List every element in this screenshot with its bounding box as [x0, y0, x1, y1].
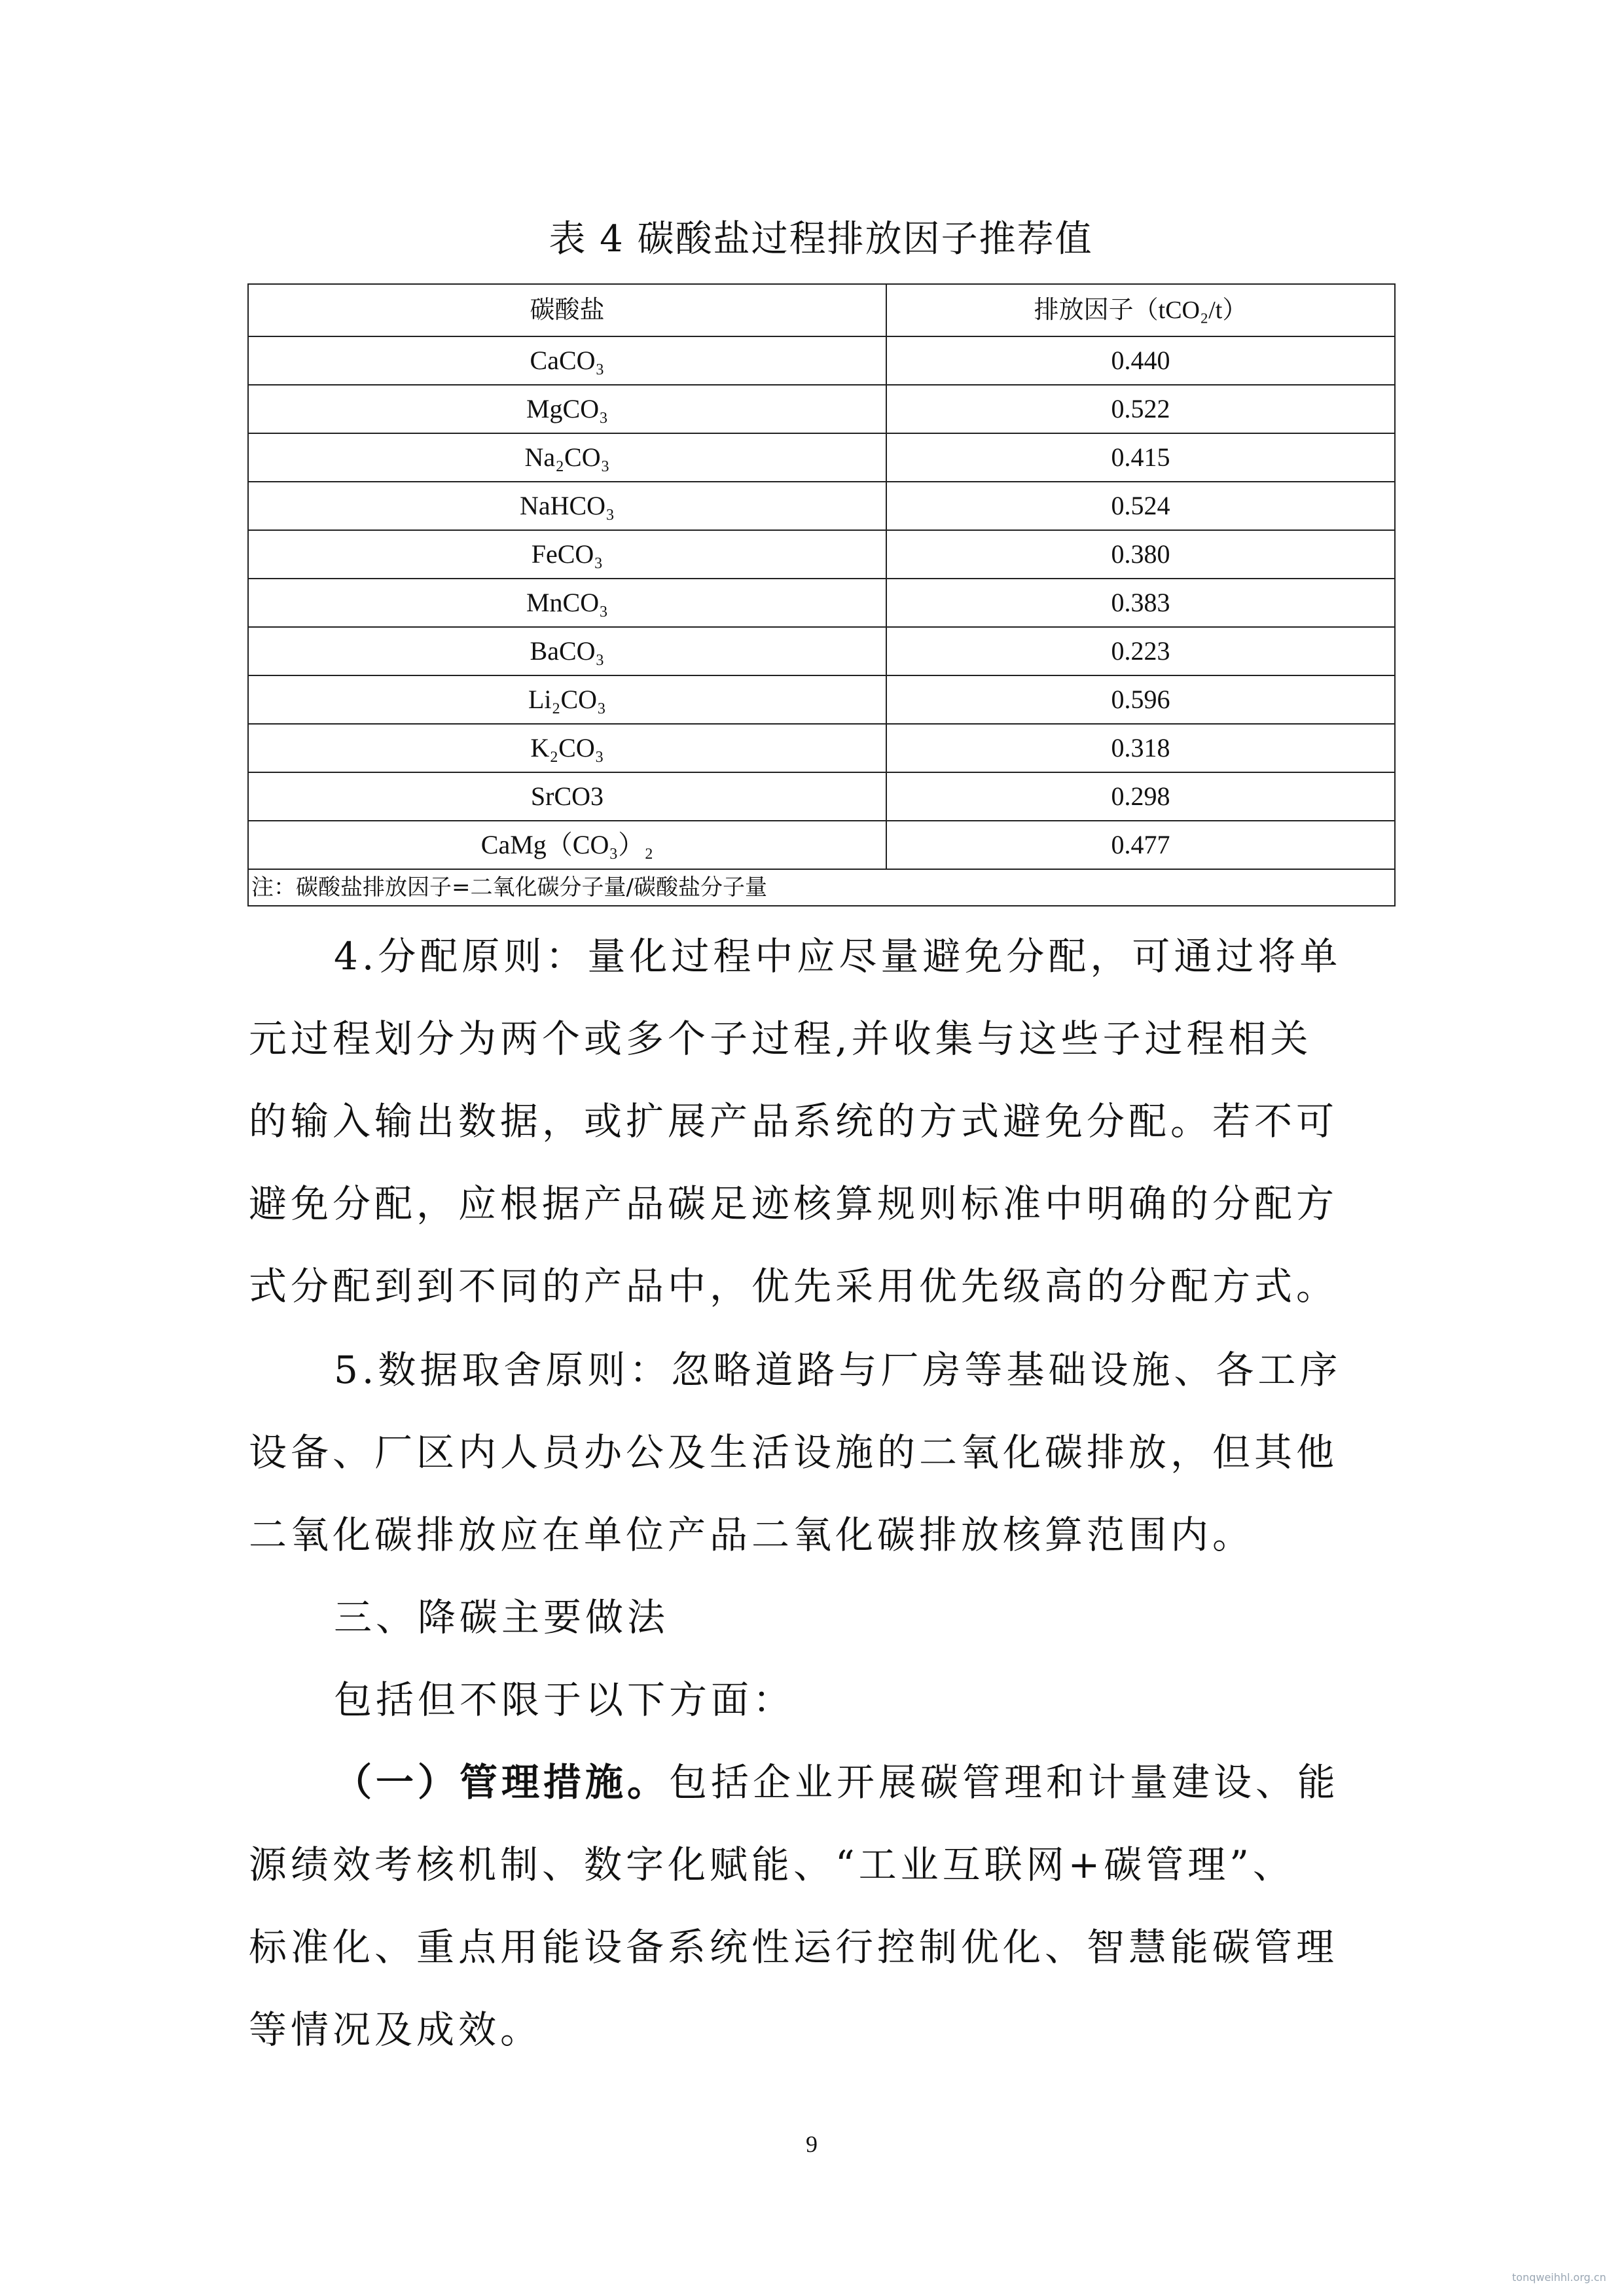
- text-line: 的输入输出数据，或扩展产品系统的方式避免分配。若不可: [249, 1099, 1339, 1143]
- table-row: [248, 821, 1395, 869]
- text-line: 二氧化碳排放应在单位产品二氧化碳排放核算范围内。: [249, 1513, 1255, 1557]
- text-line: 元过程划分为两个或多个子过程,并收集与这些子过程相关: [249, 1016, 1312, 1061]
- paragraph-data-cutoff: [249, 1329, 1401, 1576]
- carbonate-name: CaCO₃: [248, 336, 886, 385]
- carbonate-name: BaCO₃: [248, 627, 886, 675]
- carbonate-name: K₂CO₃: [248, 724, 886, 772]
- emission-factor-value: 0.522: [886, 385, 1395, 433]
- header-emission-factor: 排放因子（tCO₂/t）: [886, 284, 1395, 336]
- measure-1-first-line: [249, 1741, 1401, 1823]
- emission-factor-value: 0.298: [886, 772, 1395, 821]
- table-row: [248, 336, 1395, 385]
- emission-factor-value: 0.380: [886, 530, 1395, 579]
- table-row: [248, 579, 1395, 627]
- text-line: 5.数据取舍原则：忽略道路与厂房等基础设施、各工序: [334, 1348, 1342, 1392]
- text-line: 等情况及成效。: [249, 2007, 543, 2052]
- carbonate-name: Na₂CO₃: [248, 433, 886, 482]
- table-row: [248, 724, 1395, 772]
- emission-factor-value: 0.383: [886, 579, 1395, 627]
- emission-factor-value: 0.318: [886, 724, 1395, 772]
- carbonate-name: SrCO3: [248, 772, 886, 821]
- section-3: [249, 1576, 1401, 2071]
- table-row: [248, 627, 1395, 675]
- section-intro: 包括但不限于以下方面：: [334, 1677, 795, 1722]
- page-number: 9: [806, 2131, 818, 2157]
- paragraph-allocation: [249, 915, 1401, 1327]
- header-carbonate: 碳酸盐: [248, 284, 886, 336]
- section-heading: 三、降碳主要做法: [334, 1595, 670, 1640]
- emission-factor-table: [247, 283, 1396, 906]
- text-line: 标准化、重点用能设备系统性运行控制优化、智慧能碳管理: [249, 1925, 1339, 1969]
- text-line: 4.分配原则：量化过程中应尽量避免分配，可通过将单: [334, 934, 1342, 978]
- text-line: 避免分配，应根据产品碳足迹核算规则标准中明确的分配方: [249, 1181, 1339, 1226]
- emission-factor-value: 0.524: [886, 482, 1395, 530]
- carbonate-name: CaMg（CO₃）₂: [248, 821, 886, 869]
- emission-factor-value: 0.477: [886, 821, 1395, 869]
- text-line: 源绩效考核机制、数字化赋能、“工业互联网+碳管理”、: [249, 1842, 1295, 1887]
- table-caption: 表 4 碳酸盐过程排放因子推荐值: [549, 218, 1093, 260]
- measure-1-text: 包括企业开展碳管理和计量建设、能: [669, 1760, 1340, 1804]
- emission-factor-value: 0.415: [886, 433, 1395, 482]
- emission-factor-value: 0.596: [886, 675, 1395, 724]
- table-row: [248, 772, 1395, 821]
- text-line: 式分配到到不同的产品中，优先采用优先级高的分配方式。: [249, 1264, 1339, 1308]
- table-row: [248, 675, 1395, 724]
- table-row: [248, 433, 1395, 482]
- text-line: 设备、厂区内人员办公及生活设施的二氧化碳排放，但其他: [249, 1430, 1339, 1475]
- emission-factor-value: 0.223: [886, 627, 1395, 675]
- carbonate-name: NaHCO₃: [248, 482, 886, 530]
- table-header-row: [248, 284, 1395, 336]
- carbonate-name: Li₂CO₃: [248, 675, 886, 724]
- table-row: [248, 530, 1395, 579]
- carbonate-name: FeCO₃: [248, 530, 886, 579]
- carbonate-name: MnCO₃: [248, 579, 886, 627]
- table-note-row: [248, 869, 1395, 906]
- table-row: [248, 482, 1395, 530]
- emission-factor-value: 0.440: [886, 336, 1395, 385]
- table-row: [248, 385, 1395, 433]
- table-note: 注：碳酸盐排放因子=二氧化碳分子量/碳酸盐分子量: [248, 869, 1395, 906]
- watermark: tonqweihhl.org.cn: [1512, 2271, 1606, 2284]
- carbonate-name: MgCO₃: [248, 385, 886, 433]
- measure-1-title: （一）管理措施。: [334, 1760, 670, 1804]
